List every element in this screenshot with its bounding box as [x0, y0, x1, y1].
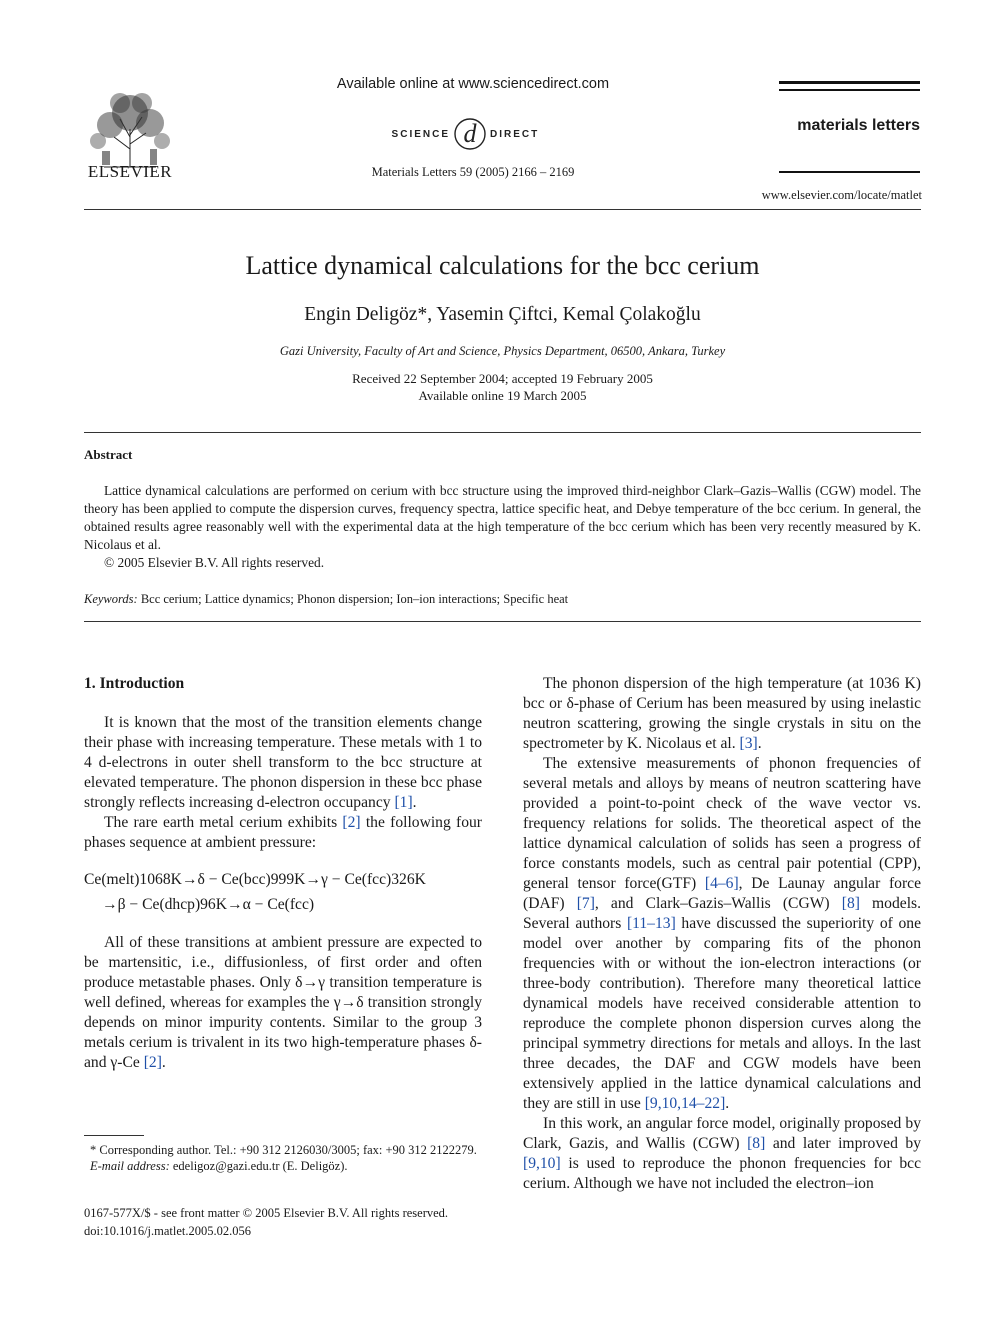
citation-link[interactable]: [9,10,14–22]	[644, 1095, 726, 1112]
equation-line-2: →β − Ce(dhcp)96K→α − Ce(fcc)	[102, 896, 315, 913]
journal-rule-top	[779, 81, 920, 84]
citation-link[interactable]: [1]	[394, 794, 413, 811]
right-column	[523, 674, 921, 1194]
paragraph: All of these transitions at ambient pressure are expected to be martensitic, i.e., diffusionless, of first order and often produce metastable phases. Only δ→γ transition temperature is well defined, whereas for examples the γ→δ transition strongly depends on minor impurity contents. Similar to the group 3 metals cerium is trivalent in its two high-temperature phases δ- and γ-Ce [2].	[84, 934, 482, 1071]
corresponding-author-note: * Corresponding author. Tel.: +90 312 2126030/3005; fax: +90 312 2122279.	[90, 1143, 477, 1157]
abstract-text: Lattice dynamical calculations are performed on cerium with bcc structure using the improved third-neighbor Clark–Gazis–Wallis (CGW) model. The theory has been applied to compute the dispersion curves, frequency spectra, lattice specific heat, and Debye temperature of the bcc cerium. In general, the obtained results agree reasonably well with the experimental data at the high temperature of the bcc cerium which has been very recently measured by K. Nicolaus et al.	[84, 483, 921, 552]
citation-link[interactable]: [11–13]	[626, 915, 676, 932]
publisher-name: ELSEVIER	[87, 162, 173, 181]
citation-link[interactable]: [9,10]	[523, 1155, 561, 1172]
journal-url-link[interactable]: www.elsevier.com/locate/matlet	[761, 188, 922, 202]
citation-link[interactable]: [4–6]	[704, 875, 739, 892]
citation-link[interactable]: [2]	[143, 1054, 162, 1071]
journal-rule-bottom	[779, 171, 920, 173]
journal-citation: Materials Letters 59 (2005) 2166 – 2169	[371, 165, 575, 179]
paragraph: In this work, an angular force model, originally proposed by Clark, Gazis, and Wallis (CGW) [8] and later improved by [9,10] is used to reproduce the phonon frequencies for bcc cerium. Although we have not included the electron–ion	[523, 1115, 921, 1192]
left-column	[84, 674, 482, 1073]
phase-sequence-equation	[84, 867, 482, 917]
citation-link[interactable]: [8]	[747, 1135, 766, 1152]
citation-link[interactable]: [2]	[342, 814, 361, 831]
citation-link[interactable]: [3]	[739, 735, 758, 752]
header-divider	[84, 209, 921, 210]
citation-link[interactable]: [7]	[576, 895, 595, 912]
journal-rule-top-2	[779, 89, 920, 91]
front-matter	[84, 1204, 484, 1240]
email-label: E-mail address:	[90, 1159, 170, 1173]
keywords-label: Keywords:	[84, 592, 138, 606]
article-title: Lattice dynamical calculations for the bcc cerium	[245, 251, 760, 280]
available-date: Available online 19 March 2005	[418, 388, 587, 403]
article-authors: Engin Deligöz*, Yasemin Çiftci, Kemal Çolakoğlu	[304, 304, 701, 325]
abstract-bottom-divider	[84, 621, 921, 622]
section-heading-introduction: 1. Introduction	[84, 675, 185, 692]
journal-name: materials letters	[797, 117, 920, 134]
equation-line-1: Ce(melt)1068K→δ − Ce(bcc)999K→γ − Ce(fcc)326K	[84, 871, 426, 888]
footnote-rule	[84, 1135, 144, 1136]
keywords	[84, 592, 921, 607]
paragraph: It is known that the most of the transition elements change their phase with increasing temperature. These metals with 1 to 4 d-electrons in outer shell transform to the bcc structure at elevated temperature. The phonon dispersion in these bcc phase strongly reflects increasing d-electron occupancy [1].	[84, 714, 482, 811]
article-dates	[84, 370, 921, 404]
doi-line[interactable]: doi:10.1016/j.matlet.2005.02.056	[84, 1224, 252, 1238]
paragraph: The rare earth metal cerium exhibits [2] the following four phases sequence at ambient pressure:	[84, 814, 482, 851]
author-affiliation: Gazi University, Faculty of Art and Science, Physics Department, 06500, Ankara, Turkey	[279, 344, 726, 358]
email-note	[84, 1158, 482, 1174]
footnotes	[84, 1142, 482, 1174]
citation-link[interactable]: [8]	[841, 895, 860, 912]
sd-right-text: DIRECT	[490, 129, 540, 140]
available-online-link[interactable]: Available online at www.sciencedirect.com	[336, 76, 610, 92]
abstract-body	[84, 482, 921, 572]
front-matter-line: 0167-577X/$ - see front matter © 2005 Elsevier B.V. All rights reserved.	[84, 1206, 449, 1220]
paragraph: The phonon dispersion of the high temperature (at 1036 K) bcc or δ-phase of Cerium has been measured by using inelastic neutron scattering, growing the single crystals in situ on the spectrometer by K. Nicolaus et al. [3].	[523, 675, 921, 752]
sd-left-text: SCIENCE	[391, 129, 450, 140]
svg-text:d: d	[463, 119, 477, 148]
paragraph: The extensive measurements of phonon frequencies of several metals and alloys by means of neutron scattering have provided a point-to-point check of the wave vector vs. frequency relations for solids. The theoretical aspect of the lattice dynamical calculation of solids has seen a progress of force constants models, such as central pair potential (CPP), general tensor force(GTF) [4–6], De Launay angular force (DAF) [7], and Clark–Gazis–Wallis (CGW) [8] models. Several authors [11–13] have discussed the superiority of one model over another by comparing fits of the phonon frequencies with or without the ion-electron interactions (or three-body contribution). Therefore many theoretical lattice dynamical models have received considerable attention to reproduce the complete phonon dispersion curves along the principal symmetry directions for metals and alloys. In the last three decades, the DAF and CGW models have been extensively applied in the lattice dynamical calculations and they are still in use [9,10,14–22].	[523, 755, 921, 1112]
abstract-heading: Abstract	[84, 447, 133, 462]
received-date: Received 22 September 2004; accepted 19 February 2005	[352, 371, 653, 386]
email-address[interactable]: edeligoz@gazi.edu.tr (E. Deligöz).	[172, 1159, 348, 1173]
keywords-list: Bcc cerium; Lattice dynamics; Phonon dispersion; Ion–ion interactions; Specific heat	[140, 592, 569, 606]
abstract-top-divider	[84, 432, 921, 433]
sciencedirect-logo	[340, 115, 600, 153]
abstract-copyright: © 2005 Elsevier B.V. All rights reserved.	[104, 555, 325, 570]
